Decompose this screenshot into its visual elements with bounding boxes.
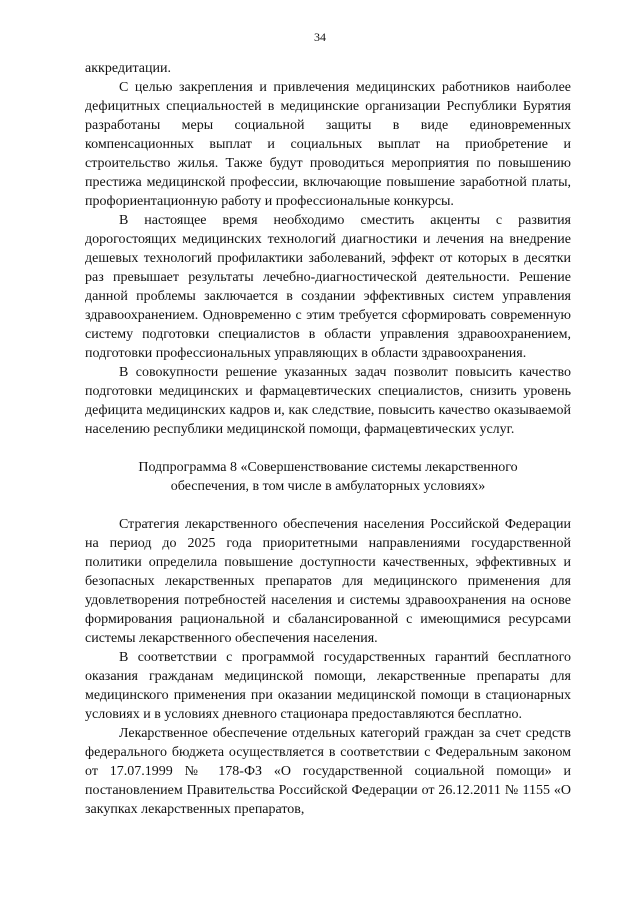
paragraph-federal-supply: Лекарственное обеспечение отдельных категорий граждан за счет средств федерального бюджета осуществляется в соответствии с Федеральным законом от 17.07.1999 № 178-ФЗ «О государственной социальной помощи» и постановлением Правительства Российской Федерации от 26.12.2011 № 1155 «О закупках лекарственных препаратов,	[85, 726, 571, 817]
page-body	[85, 59, 571, 819]
paragraph-staff-support: С целью закрепления и привлечения медицинских работников наиболее дефицитных специальностей в медицинские организации Республики Бурятия разработаны меры социальной защиты в виде единовременных компенсационных выплат и социальных выплат на приобретение и строительство жилья. Также будут проводиться мероприятия по повышению престижа медицинской профессии, включающие повышение заработной платы, профориентационную работу и профессиональные конкурсы.	[85, 80, 571, 209]
paragraph-strategy: Стратегия лекарственного обеспечения населения Российской Федерации на период до 2025 года приоритетными направлениями государственной политики определила повышение доступности качественных, эффективных и безопасных лекарственных препаратов для медицинского применения для удовлетворения потребностей населения и системы здравоохранения на основе формирования рациональной и сбалансированной с имеющимися ресурсами системы лекарственного обеспечения населения.	[85, 517, 571, 646]
paragraph-management-focus: В настоящее время необходимо сместить акценты с развития дорогостоящих медицинских технологий диагностики и лечения на внедрение дешевых технологий профилактики заболеваний, эффект от которых в десятки раз превышает результаты лечебно-диагностической деятельности. Решение данной проблемы заключается в создании эффективных систем управления здравоохранением. Одновременно с этим требуется сформировать современную систему подготовки специалистов в области управления здравоохранением, подготовки профессиональных управляющих в области здравоохранения.	[85, 213, 571, 361]
section-heading: Подпрограмма 8 «Совершенствование системы лекарственного обеспечения, в том числе в амбулаторных условиях»	[138, 460, 518, 494]
paragraph-continuation: аккредитации.	[85, 61, 171, 76]
paragraph-overall-result: В совокупности решение указанных задач позволит повысить качество подготовки медицинских и фармацевтических специалистов, снизить уровень дефицита медицинских кадров и, как следствие, повысить качество оказываемой населению республики медицинской помощи, фармацевтических услуг.	[85, 365, 571, 437]
page-number: 34	[314, 30, 326, 44]
paragraph-state-guarantees: В соответствии с программой государственных гарантий бесплатного оказания гражданам медицинской помощи, лекарственные препараты для медицинского применения при оказании медицинской помощи в стационарных условиях и в условиях дневного стационара предоставляются бесплатно.	[85, 650, 571, 722]
